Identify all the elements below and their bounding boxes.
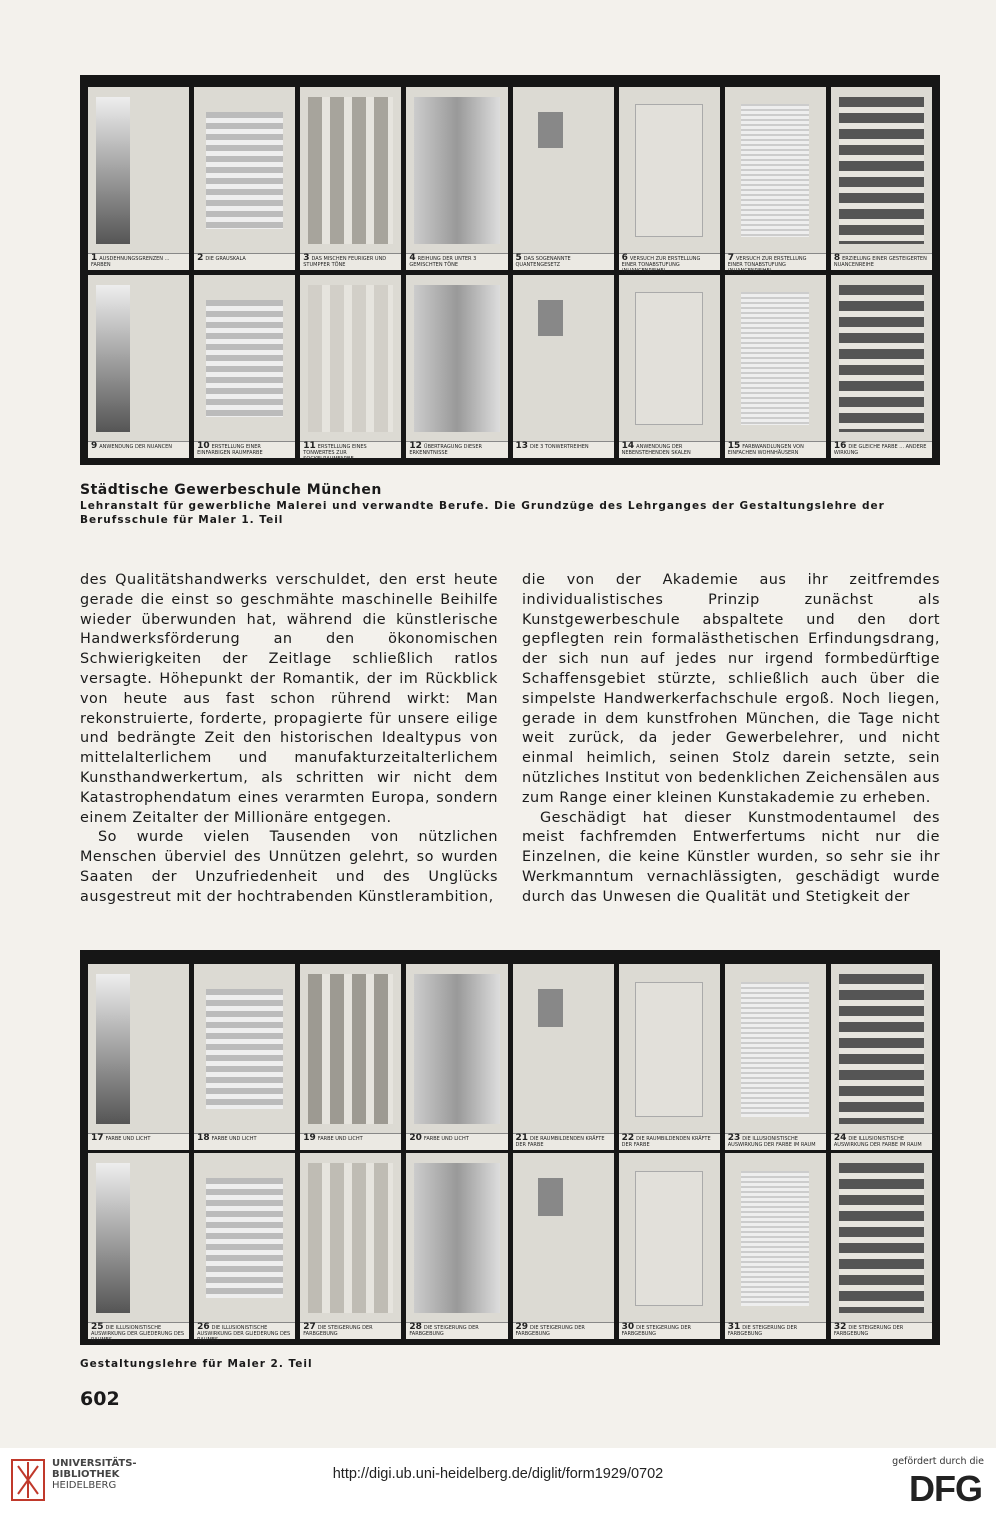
chart-board-10 — [194, 275, 295, 458]
board-number: 6 — [621, 253, 628, 263]
board-label — [831, 253, 932, 270]
board-label — [88, 441, 189, 458]
board-label — [194, 253, 295, 270]
board-label — [619, 1133, 720, 1150]
chart-board-18 — [194, 964, 295, 1150]
board-label — [300, 441, 401, 462]
board-illustration — [627, 1163, 712, 1313]
board-title: DIE STEIGERUNG DER FARBGEBUNG — [727, 1325, 798, 1337]
board-number: 12 — [409, 441, 422, 451]
board-title: ERZIELUNG EINER GESTEIGERTEN NUANCENREIHE — [833, 256, 927, 268]
board-title: DIE ILLUSIONISTISCHE AUSWIRKUNG DER GLIEDERUNG DES RAUMES — [197, 1325, 291, 1343]
board-number: 16 — [833, 441, 847, 451]
paragraph: Geschädigt hat dieser Kunstmodentaumel des meist fachfremden Entwerfertums nicht nur die Einzelnen, die keine Künstler wurden, so sehr sie ihr Werkmanntum vernachlässigten, geschädigt wurde durch das Unwesen die Qualität und Stetigkeit der — [522, 809, 940, 905]
board-illustration — [627, 97, 712, 244]
board-title: DIE ILLUSIONISTISCHE AUSWIRKUNG DER GLIEDERUNG DES RAUMES — [91, 1325, 185, 1343]
board-label — [300, 1133, 401, 1150]
chart-board-27 — [300, 1153, 401, 1339]
board-number: 13 — [515, 441, 529, 451]
board-title: ERSTELLUNG EINER EINFARBIGEN RAUMFARBE — [197, 444, 263, 456]
board-title: DIE STEIGERUNG DER FARBGEBUNG — [621, 1325, 691, 1337]
chart-board-28 — [406, 1153, 507, 1339]
board-title: FARBWANDLUNGEN VON EINFACHEN WOHNHÄUSERN — [727, 444, 804, 456]
board-label — [194, 441, 295, 458]
panel-row-bottom — [88, 1153, 932, 1343]
figure-1-title: Städtische Gewerbeschule München — [80, 482, 382, 498]
chart-board-2 — [194, 87, 295, 270]
paragraph: die von der Akademie aus ihr zeitfremdes individualistisches Prinzip zunächst als Kunstgewerbeschule abspaltete und den dort gepflegten rein formalästhetischen Erfindungsdrang, der sich nun auf jedes nur irgend formbedürftige Schaffensgebiet stürzte, schließlich auch über die simpelste Handwerkerfachschule ergoß. Noch liegen, gerade in dem kunstfrohen München, die Tage nicht weit zurück, da jeder Gewerbelehrer, und nicht einmal heimlich, seinen Stolz darein setzte, sein nützliches Institut von bedenklichen Zeichensälen aus zum Range einer kleinen Kunstakademie zu erheben. — [522, 572, 940, 806]
board-illustration — [733, 1163, 818, 1313]
board-illustration — [308, 285, 393, 432]
chart-board-12 — [406, 275, 507, 458]
board-number: 22 — [621, 1133, 635, 1143]
board-label — [88, 1133, 189, 1150]
board-illustration — [521, 974, 606, 1124]
board-title: AUSDEHNUNGSGRENZEN ... FARBEN — [91, 256, 170, 268]
board-illustration — [308, 97, 393, 244]
chart-board-4 — [406, 87, 507, 270]
chart-board-3 — [300, 87, 401, 270]
library-line: BIBLIOTHEK — [52, 1469, 120, 1480]
board-label — [88, 253, 189, 270]
board-number: 29 — [515, 1322, 529, 1332]
board-title: FARBE UND LICHT — [423, 1136, 469, 1142]
chart-board-22 — [619, 964, 720, 1150]
page-number: 602 — [80, 1388, 120, 1410]
board-number: 3 — [303, 253, 310, 263]
board-number: 28 — [409, 1322, 422, 1332]
board-number: 7 — [727, 253, 735, 263]
chart-board-32 — [831, 1153, 932, 1339]
board-number: 17 — [91, 1133, 104, 1143]
panel-row-top — [88, 87, 932, 274]
chart-board-8 — [831, 87, 932, 270]
board-number: 27 — [303, 1322, 316, 1332]
board-title: REIHUNG DER UNTER 3 GEMISCHTEN TÖNE — [409, 256, 477, 268]
board-label — [725, 1322, 826, 1339]
board-illustration — [839, 97, 924, 244]
board-title: FARBE UND LICHT — [317, 1136, 363, 1142]
board-label — [513, 253, 614, 270]
board-title: FARBE UND LICHT — [105, 1136, 151, 1142]
board-title: DIE STEIGERUNG DER FARBGEBUNG — [515, 1325, 585, 1337]
board-title: ANWENDUNG DER NUANCEN — [99, 444, 173, 450]
board-number: 31 — [727, 1322, 741, 1332]
library-line: HEIDELBERG — [52, 1480, 117, 1491]
board-number: 23 — [727, 1133, 741, 1143]
board-label — [194, 1133, 295, 1150]
board-illustration — [521, 97, 606, 244]
figure-1-subtitle: Lehranstalt für gewerbliche Malerei und verwandte Berufe. Die Grundzüge des Lehrganges der Gestaltungslehre der Berufsschule für Maler 1. Teil — [80, 500, 885, 526]
board-illustration — [733, 97, 818, 244]
board-title: ÜBERTRAGUNG DIESER ERKENNTNISSE — [409, 444, 482, 456]
board-number: 2 — [197, 253, 204, 263]
chart-board-6 — [619, 87, 720, 274]
board-label — [619, 1322, 720, 1339]
board-title: DIE GLEICHE FARBE ... ANDERE WIRKUNG — [833, 444, 927, 456]
board-label — [831, 441, 932, 458]
chart-board-24 — [831, 964, 932, 1150]
board-illustration — [521, 285, 606, 432]
board-illustration — [839, 285, 924, 432]
chart-board-21 — [513, 964, 614, 1150]
board-label — [619, 441, 720, 458]
board-number: 4 — [409, 253, 416, 263]
board-illustration — [414, 974, 499, 1124]
board-title: ANWENDUNG DER NEBENSTEHENDEN SKALEN — [621, 444, 691, 456]
board-title: DIE 3 TONWERTREIHEN — [530, 444, 589, 450]
board-label — [300, 253, 401, 270]
board-number: 19 — [303, 1133, 316, 1143]
panel-row-top — [88, 964, 932, 1150]
board-number: 11 — [303, 441, 316, 451]
board-illustration — [839, 974, 924, 1124]
board-illustration — [202, 285, 287, 432]
board-illustration — [414, 285, 499, 432]
chart-board-26 — [194, 1153, 295, 1343]
board-label — [619, 253, 720, 274]
text-column-left — [80, 571, 498, 908]
panel-row-bottom — [88, 275, 932, 462]
board-label — [513, 1322, 614, 1339]
board-label — [194, 1322, 295, 1343]
text-column-right — [522, 571, 940, 908]
dfg-logo: DFG — [909, 1468, 982, 1509]
board-number: 9 — [91, 441, 98, 451]
board-label — [300, 1322, 401, 1339]
board-number: 14 — [621, 441, 635, 451]
board-label — [831, 1322, 932, 1339]
board-title: DIE RAUMBILDENDEN KRÄFTE DER FARBE — [515, 1136, 605, 1148]
board-number: 10 — [197, 441, 210, 451]
board-illustration — [414, 1163, 499, 1313]
board-title: DIE RAUMBILDENDEN KRÄFTE DER FARBE — [621, 1136, 711, 1148]
board-illustration — [521, 1163, 606, 1313]
board-number: 15 — [727, 441, 741, 451]
chart-board-13 — [513, 275, 614, 458]
chart-board-23 — [725, 964, 826, 1150]
board-number: 25 — [91, 1322, 104, 1332]
board-illustration — [202, 974, 287, 1124]
board-label — [406, 253, 507, 270]
board-illustration — [627, 285, 712, 432]
board-title: VERSUCH ZUR ERSTELLUNG EINER TONABSTUFUNG (NUANCENREIHE) — [621, 256, 701, 274]
board-illustration — [202, 1163, 287, 1313]
chart-board-11 — [300, 275, 401, 462]
board-illustration — [96, 285, 181, 432]
chart-board-25 — [88, 1153, 189, 1343]
chart-board-31 — [725, 1153, 826, 1339]
board-number: 26 — [197, 1322, 210, 1332]
board-illustration — [202, 97, 287, 244]
board-number: 30 — [621, 1322, 635, 1332]
board-number: 24 — [833, 1133, 847, 1143]
figure-2-caption: Gestaltungslehre für Maler 2. Teil — [80, 1358, 313, 1370]
source-url-link[interactable]: http://digi.ub.uni-heidelberg.de/diglit/form1929/0702 — [332, 1466, 664, 1482]
board-illustration — [308, 1163, 393, 1313]
board-label — [88, 1322, 189, 1343]
chart-board-15 — [725, 275, 826, 458]
board-label — [406, 1133, 507, 1150]
board-number: 5 — [515, 253, 522, 263]
chart-board-16 — [831, 275, 932, 458]
board-label — [406, 1322, 507, 1339]
board-title: DIE ILLUSIONISTISCHE AUSWIRKUNG DER FARBE IM RAUM — [833, 1136, 922, 1148]
board-number: 20 — [409, 1133, 422, 1143]
figure-1-photo — [80, 75, 940, 465]
funded-by-text: gefördert durch die — [892, 1456, 984, 1467]
board-illustration — [96, 1163, 181, 1313]
board-label — [513, 441, 614, 458]
chart-board-29 — [513, 1153, 614, 1339]
board-illustration — [839, 1163, 924, 1313]
paragraph: So wurde vielen Tausenden von nützlichen Menschen überviel des Unnützen gelehrt, so wurden Saaten der Unzufriedenheit und des Unglücks ausgestreut mit der hochtrabenden Künstlerambition, — [80, 829, 498, 905]
board-title: DIE STEIGERUNG DER FARBGEBUNG — [833, 1325, 904, 1337]
board-title: DIE ILLUSIONISTISCHE AUSWIRKUNG DER FARBE IM RAUM — [727, 1136, 816, 1148]
board-illustration — [308, 974, 393, 1124]
board-title: VERSUCH ZUR ERSTELLUNG EINER TONABSTUFUNG (NUANCENREIHE) — [727, 256, 807, 274]
board-illustration — [96, 974, 181, 1124]
chart-board-14 — [619, 275, 720, 458]
board-label — [725, 1133, 826, 1150]
chart-board-20 — [406, 964, 507, 1150]
board-number: 1 — [91, 253, 98, 263]
board-number: 8 — [833, 253, 841, 263]
chart-board-9 — [88, 275, 189, 458]
footer — [0, 1448, 996, 1517]
board-title: DAS SOGENANNTE QUANTENGESETZ — [515, 256, 571, 268]
board-title: DIE STEIGERUNG DER FARBGEBUNG — [303, 1325, 373, 1337]
board-label — [725, 441, 826, 458]
chart-board-19 — [300, 964, 401, 1150]
board-title: ERSTELLUNG EINES TONWERTES ZUR SOCKELRAUMFARBE — [303, 444, 367, 462]
board-label — [831, 1133, 932, 1150]
board-illustration — [733, 285, 818, 432]
chart-board-7 — [725, 87, 826, 274]
board-title: DIE GRAUSKALA — [205, 256, 246, 262]
board-number: 21 — [515, 1133, 529, 1143]
board-illustration — [96, 97, 181, 244]
board-title: FARBE UND LICHT — [211, 1136, 257, 1142]
chart-board-17 — [88, 964, 189, 1150]
paragraph: des Qualitätshandwerks verschuldet, den erst heute gerade die einst so geschmähte maschinelle Beihilfe wieder überwunden hat, während die künstlerische Handwerksförderung an den ökonomischen Schwierigkeiten der Zeitlage schließlich ratlos versagte. Höhepunkt der Romantik, der im Rückblick von heute aus fast schon rührend wirkt: Man rekonstruierte, forderte, propagierte für unsere eilige und bedrängte Zeit den historischen Idealtypus von mittelalterlichem und manufakturzeitalterlichem Kunsthandwerkertum, als schritten wir nicht dem Katastrophendatum eines verarmten Europa, sondern einem Zeitalter der Millionäre entgegen. — [80, 572, 498, 826]
board-title: DIE STEIGERUNG DER FARBGEBUNG — [409, 1325, 479, 1337]
chart-board-5 — [513, 87, 614, 270]
board-number: 32 — [833, 1322, 847, 1332]
board-label — [406, 441, 507, 458]
figure-2-photo — [80, 950, 940, 1345]
chart-board-30 — [619, 1153, 720, 1339]
board-title: DAS MISCHEN FEURIGER UND STUMPFER TÖNE — [303, 256, 387, 268]
board-illustration — [414, 97, 499, 244]
library-line: UNIVERSITÄTS- — [52, 1458, 137, 1469]
board-illustration — [627, 974, 712, 1124]
chart-board-1 — [88, 87, 189, 270]
board-illustration — [733, 974, 818, 1124]
board-label — [725, 253, 826, 274]
board-number: 18 — [197, 1133, 210, 1143]
board-label — [513, 1133, 614, 1150]
